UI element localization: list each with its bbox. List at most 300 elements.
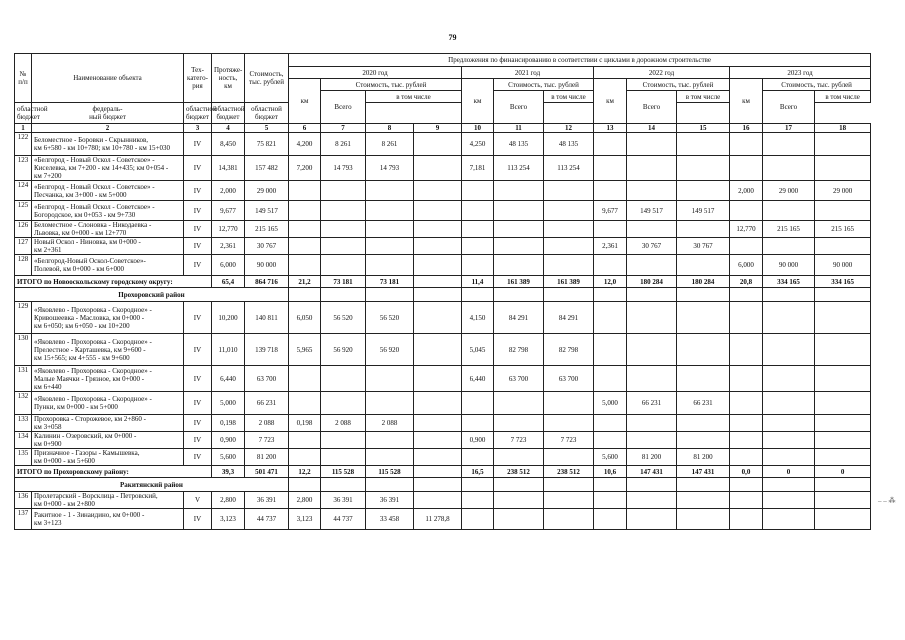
empty-cell	[366, 288, 414, 302]
value-cell: 29 000	[815, 181, 871, 201]
value-cell	[414, 221, 462, 238]
value-cell	[627, 509, 677, 530]
value-cell	[544, 415, 594, 432]
value-cell: 4,250	[462, 133, 494, 156]
object-name: «Яковлево - Прохоровка - Скородное» - Кривошеевка - Масловка, км 0+000 - км 6+050; км 6+050 - км 10+200	[32, 302, 184, 334]
value-cell	[763, 392, 815, 415]
object-name: Калинин - Озеровский, км 0+000 - км 0+900	[32, 432, 184, 449]
empty-cell	[462, 478, 494, 492]
table-row	[15, 133, 871, 156]
value-cell	[414, 415, 462, 432]
value-cell: 81 200	[627, 449, 677, 466]
empty-cell	[366, 478, 414, 492]
value-cell	[815, 334, 871, 366]
value-cell: 0,198	[289, 415, 321, 432]
value-cell	[815, 415, 871, 432]
value-cell	[677, 509, 730, 530]
value-cell: 90 000	[815, 255, 871, 276]
value-cell: 149 517	[627, 201, 677, 221]
value-cell	[730, 238, 763, 255]
value-cell	[627, 492, 677, 509]
total-value: 238 512	[494, 466, 544, 478]
row-number: 126	[15, 221, 32, 238]
row-number: 131	[15, 366, 32, 392]
value-cell: 82 798	[544, 334, 594, 366]
total-value: 12,2	[289, 466, 321, 478]
value-cell	[289, 238, 321, 255]
total-value: 115 528	[366, 466, 414, 478]
value-cell: 113 254	[494, 156, 544, 181]
header-cost-k: Стоимость, тыс. рублей	[627, 79, 730, 91]
value-cell: 84 291	[544, 302, 594, 334]
column-number: 17	[763, 124, 815, 133]
header-category: Тех- катего- рия	[184, 54, 212, 103]
total-value: 0	[763, 466, 815, 478]
value-cell	[677, 366, 730, 392]
value-cell	[763, 449, 815, 466]
table-row	[15, 449, 871, 466]
value-cell	[321, 221, 366, 238]
row-number: 137	[15, 509, 32, 530]
total-value: 115 528	[321, 466, 366, 478]
value-cell	[494, 238, 544, 255]
row-number: 122	[15, 133, 32, 156]
value-cell	[763, 509, 815, 530]
value-cell	[730, 449, 763, 466]
header-total: Всего	[763, 91, 815, 124]
value-cell	[730, 156, 763, 181]
empty-cell	[289, 478, 321, 492]
value-cell: 36 391	[366, 492, 414, 509]
value-cell	[594, 221, 627, 238]
row-number: 127	[15, 238, 32, 255]
value-cell	[321, 238, 366, 255]
header-incl: в том числе	[677, 91, 730, 103]
cost: 140 811	[245, 302, 289, 334]
value-cell	[321, 392, 366, 415]
value-cell	[815, 509, 871, 530]
value-cell	[414, 238, 462, 255]
total-value: 73 181	[321, 276, 366, 288]
value-cell	[815, 156, 871, 181]
length-km: 10,200	[212, 302, 245, 334]
value-cell	[494, 255, 544, 276]
value-cell: 14 793	[321, 156, 366, 181]
value-cell	[730, 302, 763, 334]
section-title: Ракитянский район	[15, 478, 289, 492]
header-no: № п/п	[15, 54, 32, 103]
table-row	[15, 238, 871, 255]
value-cell	[763, 201, 815, 221]
header-regional: областной бюджет	[212, 103, 245, 124]
total-label: ИТОГО по Новооскольскому городскому округу:	[15, 276, 212, 288]
row-number: 123	[15, 156, 32, 181]
value-cell	[544, 201, 594, 221]
category: IV	[184, 255, 212, 276]
value-cell	[730, 509, 763, 530]
value-cell	[494, 181, 544, 201]
value-cell	[462, 181, 494, 201]
header-regional: областной бюджет	[184, 103, 212, 124]
cost: 139 718	[245, 334, 289, 366]
length-km: 2,000	[212, 181, 245, 201]
value-cell	[815, 492, 871, 509]
value-cell	[594, 302, 627, 334]
value-cell	[462, 449, 494, 466]
object-name: «Белгород - Новый Оскол - Советское» - Киселевка, км 7+200 - км 14+435; км 0+054 - км 7+200	[32, 156, 184, 181]
value-cell	[289, 366, 321, 392]
category: IV	[184, 181, 212, 201]
value-cell	[462, 492, 494, 509]
value-cell	[730, 392, 763, 415]
value-cell: 82 798	[494, 334, 544, 366]
value-cell	[730, 201, 763, 221]
header-federal: федераль- ный бюджет	[32, 103, 184, 124]
total-value: 147 431	[677, 466, 730, 478]
length-km: 0,198	[212, 415, 245, 432]
empty-cell	[544, 478, 594, 492]
column-number: 7	[321, 124, 366, 133]
empty-cell	[815, 288, 871, 302]
empty-cell	[594, 288, 627, 302]
value-cell	[321, 255, 366, 276]
value-cell: 2,800	[289, 492, 321, 509]
value-cell	[366, 181, 414, 201]
value-cell	[594, 156, 627, 181]
cost: 215 165	[245, 221, 289, 238]
value-cell: 8 261	[321, 133, 366, 156]
length-km: 5,000	[212, 392, 245, 415]
value-cell: 56 920	[366, 334, 414, 366]
value-cell	[289, 255, 321, 276]
value-cell: 7 723	[494, 432, 544, 449]
cost: 75 821	[245, 133, 289, 156]
year-2020: 2020 год	[289, 67, 462, 79]
row-number: 125	[15, 201, 32, 221]
value-cell	[289, 432, 321, 449]
row-number: 136	[15, 492, 32, 509]
value-cell	[594, 492, 627, 509]
header-cost-k: Стоимость, тыс. рублей	[763, 79, 871, 91]
column-number: 2	[32, 124, 184, 133]
value-cell	[677, 181, 730, 201]
cost: 90 000	[245, 255, 289, 276]
value-cell	[462, 255, 494, 276]
value-cell	[677, 156, 730, 181]
scan-artifact: ‒ ‒ ⁂	[878, 497, 896, 505]
value-cell	[763, 238, 815, 255]
value-cell	[544, 238, 594, 255]
value-cell	[494, 392, 544, 415]
total-row	[15, 276, 871, 288]
value-cell	[289, 392, 321, 415]
value-cell	[462, 221, 494, 238]
length-km: 9,677	[212, 201, 245, 221]
total-value: 73 181	[366, 276, 414, 288]
value-cell	[414, 156, 462, 181]
length-km: 5,600	[212, 449, 245, 466]
value-cell	[289, 449, 321, 466]
value-cell	[627, 221, 677, 238]
column-number: 13	[594, 124, 627, 133]
cost: 81 200	[245, 449, 289, 466]
column-number: 14	[627, 124, 677, 133]
total-value: 334 165	[763, 276, 815, 288]
total-value: 20,8	[730, 276, 763, 288]
empty-cell	[677, 478, 730, 492]
value-cell: 215 165	[763, 221, 815, 238]
value-cell	[494, 509, 544, 530]
object-name: «Белгород-Новый Оскол-Советское»- Полевой, км 0+000 - км 6+000	[32, 255, 184, 276]
table-row	[15, 181, 871, 201]
value-cell	[462, 201, 494, 221]
table-row	[15, 221, 871, 238]
section-row	[15, 288, 871, 302]
category: IV	[184, 133, 212, 156]
value-cell	[321, 181, 366, 201]
value-cell	[627, 432, 677, 449]
value-cell	[815, 201, 871, 221]
category: IV	[184, 449, 212, 466]
value-cell	[494, 449, 544, 466]
total-value: 10,6	[594, 466, 627, 478]
row-number: 132	[15, 392, 32, 415]
length-km: 3,123	[212, 509, 245, 530]
value-cell: 48 135	[494, 133, 544, 156]
header-regional: областной бюджет	[15, 103, 32, 124]
header-km: км	[730, 79, 763, 124]
value-cell	[366, 392, 414, 415]
column-number: 9	[414, 124, 462, 133]
value-cell: 149 517	[677, 201, 730, 221]
header-regional: областной бюджет	[245, 103, 289, 124]
total-value: 180 284	[677, 276, 730, 288]
value-cell	[462, 415, 494, 432]
value-cell	[366, 255, 414, 276]
empty-cell	[414, 288, 462, 302]
value-cell: 33 458	[366, 509, 414, 530]
empty-cell	[289, 288, 321, 302]
value-cell	[730, 432, 763, 449]
year-2023: 2023 год	[730, 67, 871, 79]
row-number: 133	[15, 415, 32, 432]
row-number: 124	[15, 181, 32, 201]
value-cell	[414, 255, 462, 276]
category: IV	[184, 432, 212, 449]
total-value: 147 431	[627, 466, 677, 478]
value-cell	[494, 201, 544, 221]
value-cell	[462, 238, 494, 255]
value-cell	[815, 302, 871, 334]
value-cell: 44 737	[321, 509, 366, 530]
value-cell	[544, 509, 594, 530]
total-label: ИТОГО по Прохоровскому району:	[15, 466, 212, 478]
value-cell	[730, 415, 763, 432]
value-cell	[677, 492, 730, 509]
object-name: «Белгород - Новый Оскол - Советское» - Песчанка, км 3+000 - км 5+000	[32, 181, 184, 201]
value-cell	[815, 238, 871, 255]
empty-cell	[494, 478, 544, 492]
value-cell: 9,677	[594, 201, 627, 221]
row-number: 134	[15, 432, 32, 449]
value-cell: 29 000	[763, 181, 815, 201]
value-cell	[677, 221, 730, 238]
category: IV	[184, 221, 212, 238]
value-cell	[627, 334, 677, 366]
empty-cell	[414, 478, 462, 492]
object-name: «Белгород - Новый Оскол - Советское» - Богородское, км 0+053 - км 9+730	[32, 201, 184, 221]
value-cell: 113 254	[544, 156, 594, 181]
header-km: км	[462, 79, 494, 124]
value-cell	[462, 509, 494, 530]
category: IV	[184, 201, 212, 221]
category: IV	[184, 366, 212, 392]
length-km: 2,800	[212, 492, 245, 509]
value-cell	[815, 366, 871, 392]
object-name: Пролетарский - Ворсклица - Петровский, км 0+000 - км 2+800	[32, 492, 184, 509]
value-cell	[544, 255, 594, 276]
column-number: 18	[815, 124, 871, 133]
value-cell	[366, 201, 414, 221]
year-2021: 2021 год	[462, 67, 594, 79]
value-cell	[414, 201, 462, 221]
value-cell: 66 231	[677, 392, 730, 415]
value-cell	[763, 302, 815, 334]
column-number: 4	[212, 124, 245, 133]
total-value	[414, 466, 462, 478]
row-number: 129	[15, 302, 32, 334]
value-cell	[594, 181, 627, 201]
value-cell	[677, 133, 730, 156]
empty-cell	[627, 288, 677, 302]
value-cell	[366, 449, 414, 466]
empty-cell	[815, 478, 871, 492]
table-row	[15, 492, 871, 509]
header-incl: в том числе	[815, 91, 871, 103]
total-length: 65,4	[212, 276, 245, 288]
value-cell	[414, 302, 462, 334]
empty-cell	[730, 288, 763, 302]
value-cell: 215 165	[815, 221, 871, 238]
column-number: 12	[544, 124, 594, 133]
cost: 66 231	[245, 392, 289, 415]
value-cell: 11 278,8	[414, 509, 462, 530]
value-cell	[677, 432, 730, 449]
table-row	[15, 302, 871, 334]
value-cell: 2,000	[730, 181, 763, 201]
value-cell	[321, 366, 366, 392]
value-cell	[677, 334, 730, 366]
value-cell: 5,045	[462, 334, 494, 366]
value-cell: 14 793	[366, 156, 414, 181]
header-total: Всего	[321, 91, 366, 124]
category: IV	[184, 392, 212, 415]
row-number: 128	[15, 255, 32, 276]
value-cell	[594, 509, 627, 530]
value-cell	[414, 133, 462, 156]
cost: 7 723	[245, 432, 289, 449]
value-cell: 66 231	[627, 392, 677, 415]
value-cell	[763, 492, 815, 509]
value-cell	[594, 133, 627, 156]
value-cell: 63 700	[494, 366, 544, 392]
value-cell	[414, 432, 462, 449]
header-total: Всего	[627, 91, 677, 124]
column-number: 3	[184, 124, 212, 133]
cost: 149 517	[245, 201, 289, 221]
value-cell	[730, 133, 763, 156]
value-cell	[763, 366, 815, 392]
section-title: Прохоровский район	[15, 288, 289, 302]
table-row	[15, 509, 871, 530]
header-km: км	[594, 79, 627, 124]
value-cell	[627, 415, 677, 432]
object-name: Новый Оскол - Ниновка, км 0+000 - км 2+361	[32, 238, 184, 255]
header-cost-k: Стоимость, тыс. рублей	[321, 79, 462, 91]
financing-table	[14, 53, 871, 530]
value-cell	[544, 181, 594, 201]
cost: 2 088	[245, 415, 289, 432]
total-value: 238 512	[544, 466, 594, 478]
value-cell	[627, 156, 677, 181]
total-value: 334 165	[815, 276, 871, 288]
value-cell	[763, 415, 815, 432]
column-number: 8	[366, 124, 414, 133]
table-row	[15, 255, 871, 276]
value-cell: 5,000	[594, 392, 627, 415]
value-cell	[321, 432, 366, 449]
category: IV	[184, 415, 212, 432]
total-value: 0,0	[730, 466, 763, 478]
total-value: 161 389	[494, 276, 544, 288]
total-value: 11,4	[462, 276, 494, 288]
value-cell	[815, 392, 871, 415]
value-cell	[494, 415, 544, 432]
total-value: 180 284	[627, 276, 677, 288]
value-cell: 2 088	[366, 415, 414, 432]
value-cell: 5,600	[594, 449, 627, 466]
value-cell	[494, 492, 544, 509]
value-cell: 3,123	[289, 509, 321, 530]
total-cost: 501 471	[245, 466, 289, 478]
value-cell: 6,440	[462, 366, 494, 392]
value-cell	[594, 432, 627, 449]
table-row	[15, 415, 871, 432]
value-cell	[594, 415, 627, 432]
value-cell	[763, 156, 815, 181]
empty-cell	[462, 288, 494, 302]
header-total: Всего	[494, 91, 544, 124]
length-km: 0,900	[212, 432, 245, 449]
value-cell: 56 520	[321, 302, 366, 334]
value-cell	[815, 133, 871, 156]
total-length: 39,3	[212, 466, 245, 478]
column-number: 16	[730, 124, 763, 133]
value-cell	[289, 221, 321, 238]
length-km: 2,361	[212, 238, 245, 255]
total-cost: 864 716	[245, 276, 289, 288]
empty-cell	[763, 478, 815, 492]
header-name: Наименование объекта	[32, 54, 184, 103]
length-km: 6,440	[212, 366, 245, 392]
value-cell	[414, 392, 462, 415]
section-row	[15, 478, 871, 492]
column-number: 11	[494, 124, 544, 133]
value-cell: 30 767	[627, 238, 677, 255]
cost: 157 482	[245, 156, 289, 181]
column-number: 6	[289, 124, 321, 133]
header-km: км	[289, 79, 321, 124]
